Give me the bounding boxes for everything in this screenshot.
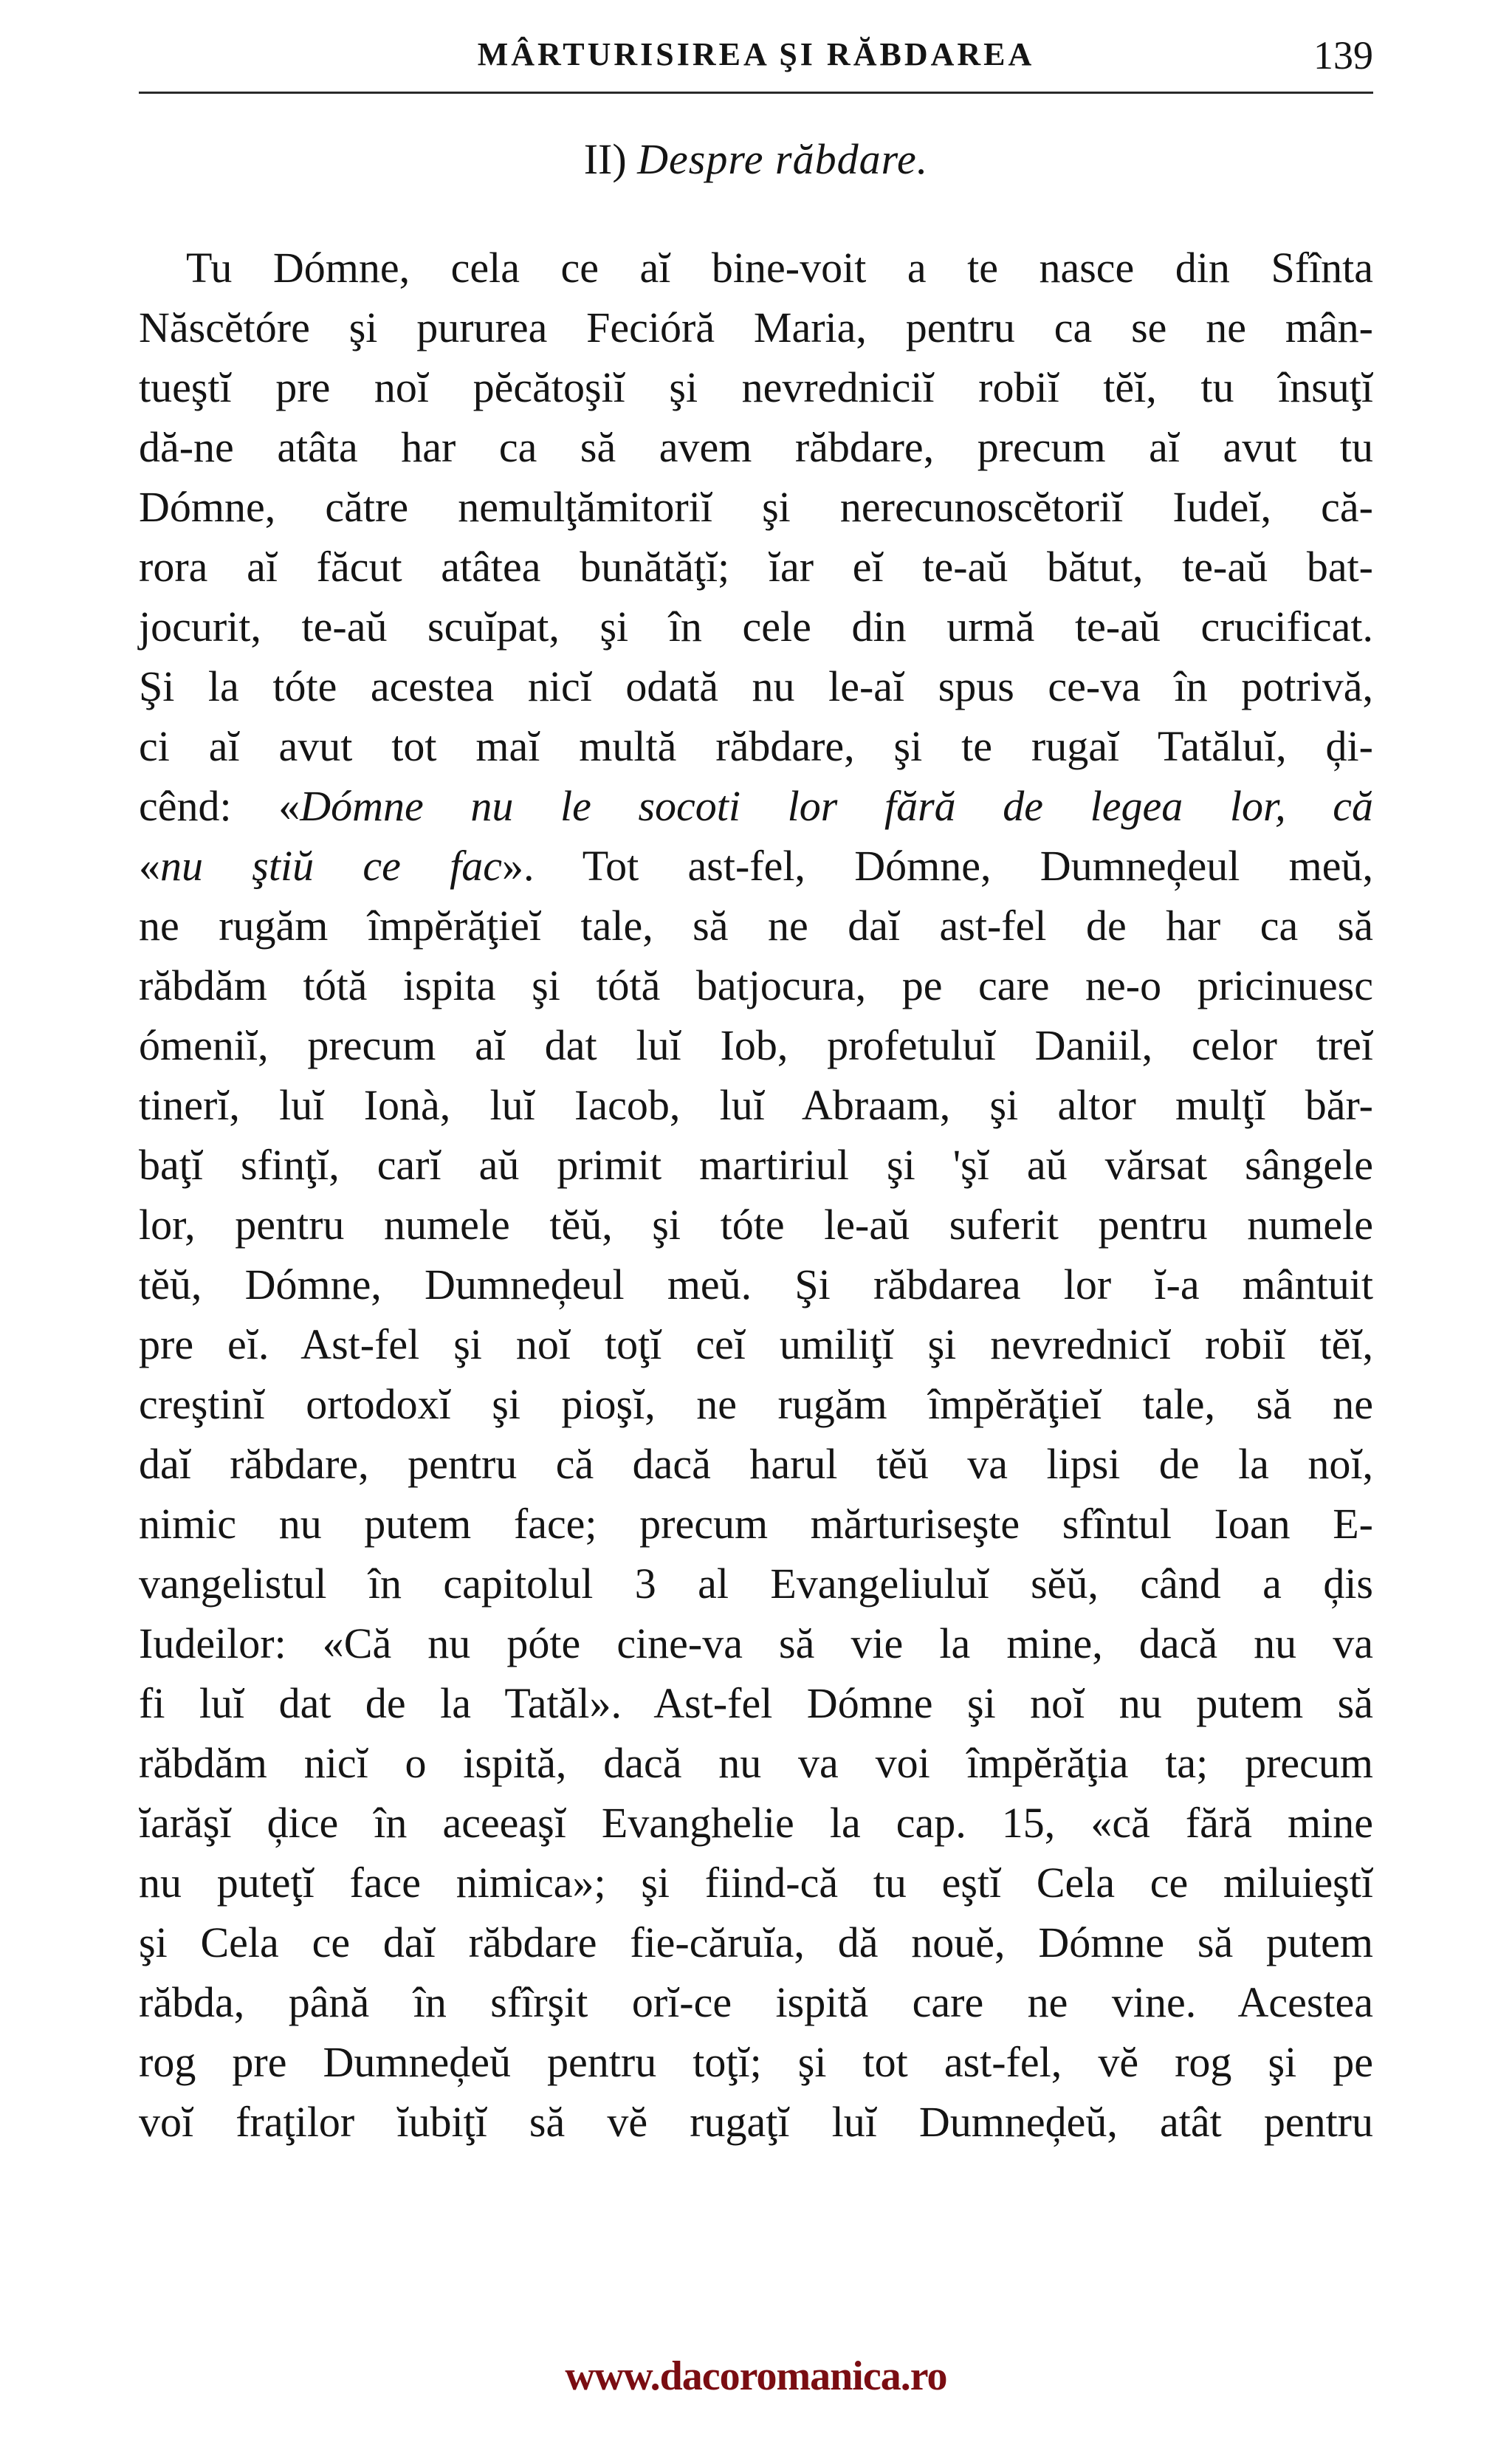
quote-tail: ». Tot ast-fel, Dómne, Dumneḑeul meŭ, [502,842,1373,890]
text-line: ómeniĭ, precum aĭ dat luĭ Iob, profetuluĭ Daniil, celor treĭ [139,1021,1373,1069]
text-line: creştinĭ ortodoxĭ şi pioşĭ, ne rugăm împĕrăţieĭ tale, să ne [139,1380,1373,1428]
text-line: Născĕtóre şi pururea Fecióră Maria, pentru ca se ne mân- [139,303,1373,351]
text-line: rog pre Dumneḑeŭ pentru toţĭ; şi tot ast-fel, vĕ rog şi pe [139,2038,1373,2086]
text-line: daĭ răbdare, pentru că dacă harul tĕŭ va lipsi de la noĭ, [139,1440,1373,1488]
text-line: ci aĭ avut tot maĭ multă răbdare, şi te rugaĭ Tatăluĭ, ḑi- [139,722,1373,770]
footer-watermark-link[interactable]: www.dacoromanica.ro [565,2353,947,2399]
quote-lead: « [139,842,160,890]
quote-italic: Dómne nu le socoti lor fără de legea lor, că [300,782,1373,830]
text-line: fi luĭ dat de la Tatăl». Ast-fel Dómne şi noĭ nu putem să [139,1679,1373,1727]
quote-lead: cênd: « [139,782,300,830]
text-line: Tu Dómne, cela ce aĭ bine-voit a te nasce din Sfînta [186,244,1373,292]
text-line: ĭarăşĭ ḑice în aceeaşĭ Evanghelie la cap. 15, «că fără mine [139,1799,1373,1847]
text-line: tinerĭ, luĭ Ionà, luĭ Iacob, luĭ Abraam, şi altor mulţĭ băr- [139,1081,1373,1129]
text-line: răbdăm nicĭ o ispită, dacă nu va voi împĕrăţia ta; precum [139,1739,1373,1787]
text-line: lor, pentru numele tĕŭ, şi tóte le-aŭ suferit pentru numele [139,1201,1373,1249]
text-line-quote [139,836,1373,896]
header-rule [139,92,1373,94]
text-line: nu puteţĭ face nimica»; şi fiind-că tu eştĭ Cela ce miluieştĭ [139,1859,1373,1907]
text-line: Şi la tóte acestea nicĭ odată nu le-aĭ spus ce-va în potrivă, [139,662,1373,710]
section-title: Despre răbdare. [637,135,929,183]
quote-italic: nu ştiŭ ce fac [160,842,502,890]
text-line: vangelistul în capitolul 3 al Evangeliuluĭ sĕŭ, când a ḑis [139,1560,1373,1608]
text-line: Iudeilor: «Că nu póte cine-va să vie la mine, dacă nu va [139,1619,1373,1667]
running-head [139,35,1373,87]
text-line: şi Cela ce daĭ răbdare fie-căruĭa, dă nouĕ, Dómne să putem [139,1918,1373,1966]
text-line: pre eĭ. Ast-fel şi noĭ toţĭ ceĭ umiliţĭ şi nevrednicĭ robiĭ tĕĭ, [139,1320,1373,1368]
text-line: rora aĭ făcut atâtea bunătăţĭ; ĭar eĭ te-aŭ bătut, te-aŭ bat- [139,543,1373,591]
text-line: voĭ fraţilor ĭubiţĭ să vĕ rugaţĭ luĭ Dumneḑeŭ, atât pentru [139,2098,1373,2146]
text-line: ne rugăm împĕrăţieĭ tale, să ne daĭ ast-fel de har ca să [139,902,1373,950]
section-number: II) [583,135,627,183]
page-number: 139 [1313,33,1373,78]
text-line: jocurit, te-aŭ scuĭpat, şi în cele din urmă te-aŭ crucificat. [139,603,1373,651]
text-line: dă-ne atâta har ca să avem răbdare, precum aĭ avut tu [139,423,1373,471]
text-line: baţĭ sfinţĭ, carĭ aŭ primit martiriul şi 'şĭ aŭ vărsat sângele [139,1141,1373,1189]
text-line: nimic nu putem face; precum mărturiseşte sfîntul Ioan E- [139,1500,1373,1548]
text-line-quote [139,776,1373,836]
text-line: răbdăm tótă ispita şi tótă batjocura, pe care ne-o pricinuesc [139,961,1373,1009]
running-head-title: MÂRTURISIREA ŞI RĂBDAREA [477,36,1035,72]
text-line: tĕŭ, Dómne, Dumneḑeul meŭ. Şi răbdarea lor ĭ-a mântuit [139,1260,1373,1308]
text-line: răbda, până în sfîrşit orĭ-ce ispită care ne vine. Acestea [139,1978,1373,2026]
text-line: Dómne, către nemulţămitoriĭ şi nerecunoscĕtoriĭ Iudeĭ, că- [139,483,1373,531]
section-heading [0,134,1512,184]
body-text [139,238,1373,2152]
text-line: tueştĭ pre noĭ pĕcătoşiĭ şi nevredniciĭ robiĭ tĕĭ, tu însuţĭ [139,363,1373,411]
